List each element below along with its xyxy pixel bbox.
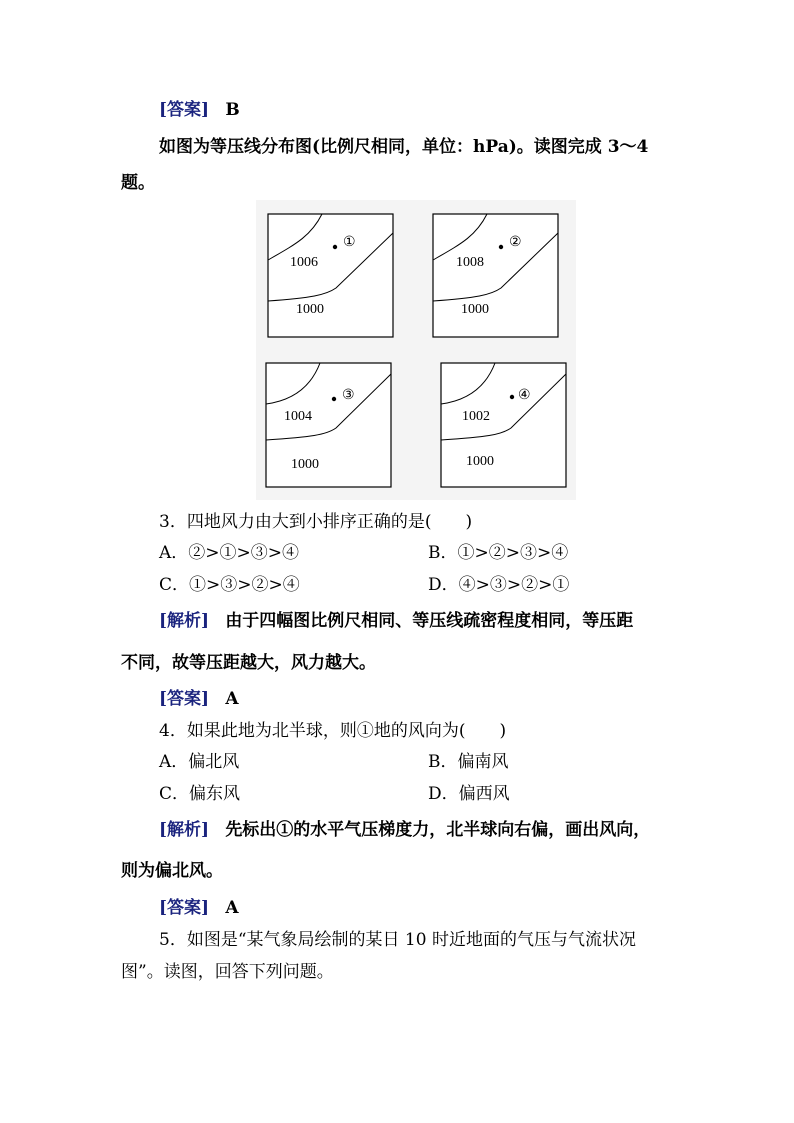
- q4-analysis-line-2: 则为偏北风。: [121, 861, 223, 881]
- answer-tag: [答案]: [159, 689, 210, 709]
- q3-stem: 3．四地风力由大到小排序正确的是( ): [159, 512, 473, 532]
- q4-stem: 4．如果此地为北半球，则①地的风向为( ): [159, 721, 507, 741]
- q4-analysis-line-1: [159, 820, 650, 840]
- point-label: ③: [342, 388, 355, 403]
- q3-option-c: C．①>③>②>④: [159, 575, 300, 595]
- isobar-label-upper: 1004: [284, 409, 312, 424]
- q4-option-b: B．偏南风: [428, 752, 509, 772]
- q4-option-a: A．偏北风: [159, 752, 240, 772]
- intro-line-2: 题。: [121, 173, 155, 193]
- point-label: ①: [343, 235, 356, 250]
- isobar-label-upper: 1008: [456, 255, 484, 270]
- q5-stem-line-1: 5．如图是“某气象局绘制的某日 10 时近地面的气压与气流状况: [159, 930, 636, 950]
- isobar-label-lower: 1000: [296, 302, 324, 317]
- point-label: ②: [509, 235, 522, 250]
- answer-tag: [答案]: [159, 898, 210, 918]
- q4-answer-line: [159, 898, 239, 918]
- point-dot: [510, 395, 514, 399]
- panel-frame: [441, 363, 566, 487]
- panel-1: [268, 214, 393, 337]
- q3-analysis-line-1: [159, 611, 633, 631]
- answer-tag: [答案]: [159, 100, 210, 120]
- q2-answer-line: [159, 100, 240, 120]
- q3-option-d: D．④>③>②>①: [428, 575, 570, 595]
- panel-frame: [266, 363, 391, 487]
- analysis-tag: [解析]: [159, 820, 210, 840]
- point-dot: [333, 245, 337, 249]
- analysis-text: 由于四幅图比例尺相同、等压线疏密程度相同，等压距: [225, 611, 634, 631]
- q3-option-b: B．①>②>③>④: [428, 543, 569, 563]
- q4-option-c: C．偏东风: [159, 784, 241, 804]
- isobar-label-lower: 1000: [291, 457, 319, 472]
- panel-4: [441, 363, 566, 487]
- analysis-tag: [解析]: [159, 611, 210, 631]
- isobar-figure-svg: [256, 200, 576, 500]
- point-dot: [332, 397, 336, 401]
- q3-analysis-line-2: 不同，故等压距越大，风力越大。: [121, 653, 376, 673]
- point-label: ④: [518, 388, 531, 403]
- isobar-label-upper: 1002: [462, 409, 490, 424]
- answer-value: B: [225, 100, 240, 120]
- isobar-label-upper: 1006: [290, 255, 318, 270]
- panel-frame: [268, 214, 393, 337]
- isobar-figure: [256, 200, 576, 500]
- panel-3: [266, 363, 391, 487]
- point-dot: [499, 245, 503, 249]
- panel-2: [433, 214, 558, 337]
- q5-stem-line-2: 图”。读图，回答下列问题。: [121, 962, 334, 982]
- isobar-label-lower: 1000: [466, 454, 494, 469]
- answer-value: A: [225, 898, 239, 918]
- q3-answer-line: [159, 689, 239, 709]
- q4-option-d: D．偏西风: [428, 784, 510, 804]
- isobar-label-lower: 1000: [461, 302, 489, 317]
- intro-line-1: 如图为等压线分布图(比例尺相同，单位：hPa)。读图完成 3～4: [159, 137, 649, 157]
- q3-option-a: A．②>①>③>④: [159, 543, 300, 563]
- answer-value: A: [225, 689, 239, 709]
- panel-frame: [433, 214, 558, 337]
- analysis-text: 先标出①的水平气压梯度力，北半球向右偏，画出风向，: [225, 820, 651, 840]
